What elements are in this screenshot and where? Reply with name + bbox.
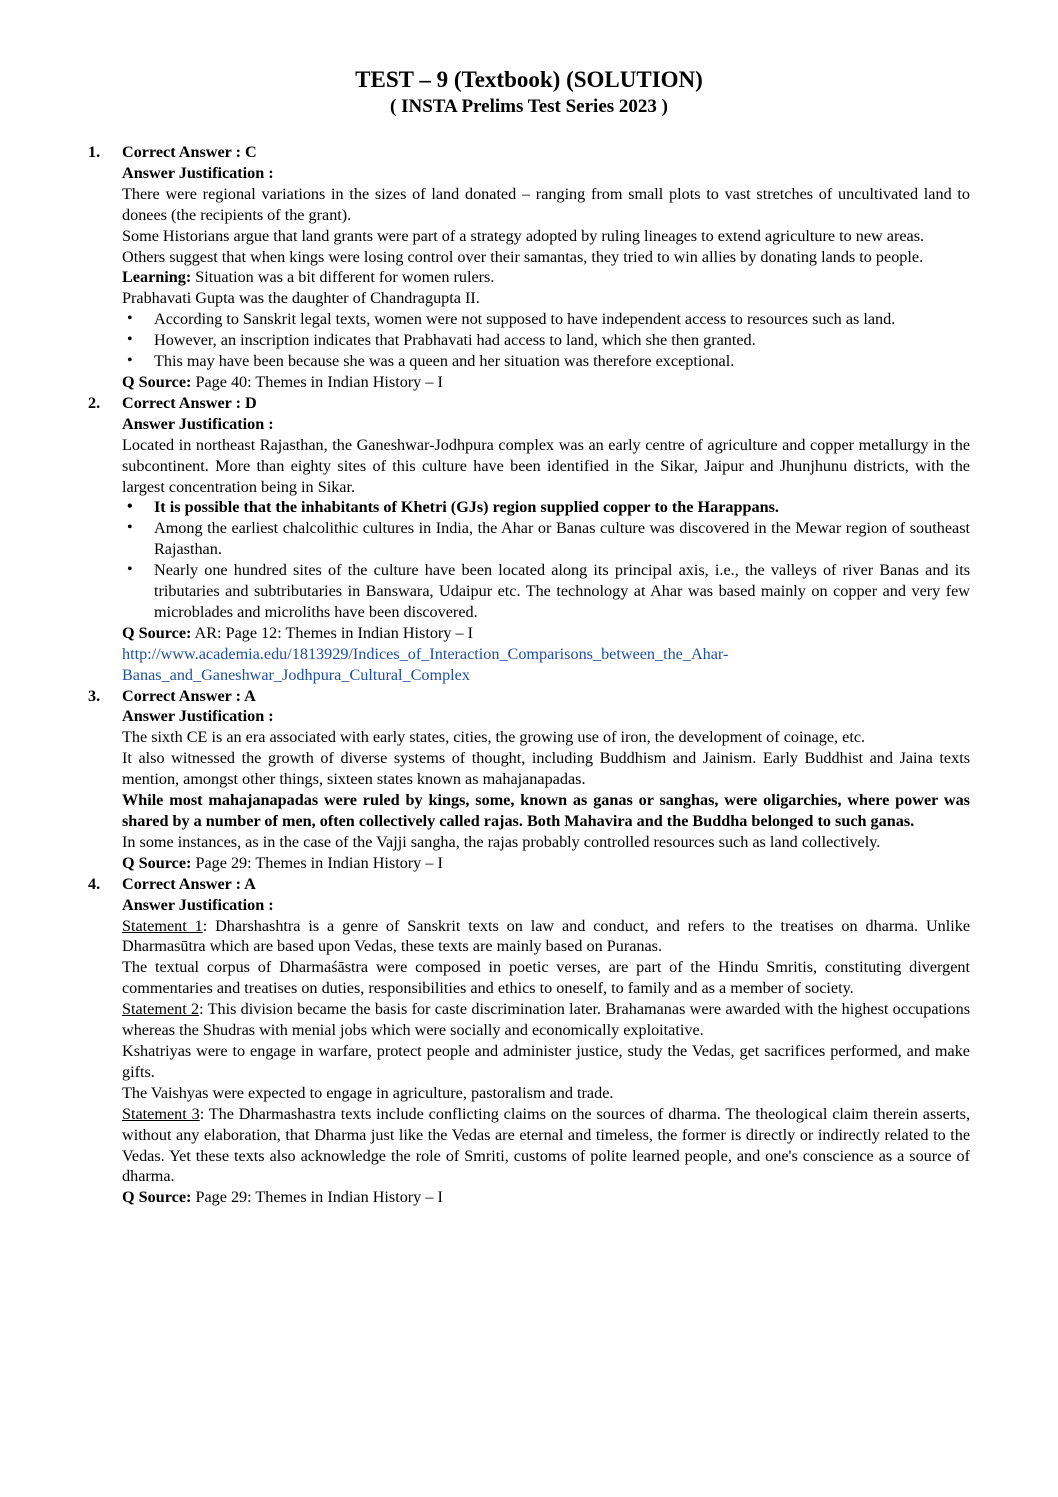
bullet-item: • However, an inscription indicates that Prabhavati had access to land, which she then granted. [122, 330, 970, 351]
source-text: Page 40: Themes in Indian History – I [191, 372, 443, 391]
statement-text: : This division became the basis for caste discrimination later. Brahamanas were awarded with the highest occupations whereas the Shudras with menial jobs which were socially and economically exploitative. [122, 1000, 970, 1040]
paragraph: The textual corpus of Dharmaśāstra were composed in poetic verses, are part of the Hindu Smritis, constituting divergent commentaries and treatises on duties, responsibilities and ethics to oneself, to family and as a member of society. [122, 958, 970, 998]
paragraph: Kshatriyas were to engage in warfare, protect people and administer justice, study the Vedas, get sacrifices performed, and make gifts. [122, 1041, 970, 1081]
bullet-list [122, 309, 970, 372]
paragraph: The Vaishyas were expected to engage in agriculture, pastoralism and trade. [122, 1083, 614, 1102]
learning-note [122, 267, 970, 288]
reference-link[interactable] [122, 644, 970, 686]
question-1 [88, 142, 970, 393]
question-3 [88, 686, 970, 874]
paragraph: In some instances, as in the case of the Vajji sangha, the rajas probably controlled resources such as land collectively. [122, 832, 881, 851]
statement-label: Statement 3 [122, 1104, 200, 1123]
source-text: Page 29: Themes in Indian History – I [191, 1188, 443, 1207]
page-subtitle: ( INSTA Prelims Test Series 2023 ) [390, 96, 668, 117]
question-number: 3. [88, 686, 101, 705]
justification-heading: Answer Justification : [122, 414, 274, 433]
statement-1 [122, 916, 970, 958]
question-source [122, 853, 970, 874]
source-label: Q Source: [122, 623, 192, 642]
source-text: Page 29: Themes in Indian History – I [191, 853, 443, 872]
source-label: Q Source: [122, 372, 192, 391]
reference-link-line-1[interactable]: http://www.academia.edu/1813929/Indices_of_Interaction_Comparisons_between_the_Ahar- [122, 644, 729, 663]
statement-label: Statement 2 [122, 1000, 200, 1019]
paragraph: Located in northeast Rajasthan, the Ganeshwar-Jodhpura complex was an early centre of agriculture and copper metallurgy in the subcontinent. More than eighty sites of this culture have been identified in the Sikar, Jaipur and Jhunjhunu districts, with the largest concentration being in Sikar. [122, 435, 970, 496]
statement-text: : The Dharmashastra texts include conflicting claims on the sources of dharma. The theological claim therein asserts, without any elaboration, that Dharma just like the Vedas are eternal and timeless, the former is directly or indirectly related to the Vedas. Yet these texts also acknowledge the role of Smriti, customs of polite learned people, and one's conscience as a source of dharma. [122, 1104, 971, 1186]
correct-answer: Correct Answer : A [122, 686, 256, 705]
learning-label: Learning: [122, 268, 192, 287]
paragraph-bold: While most mahajanapadas were ruled by kings, some, known as ganas or sanghas, were oligarchies, where power was shared by a number of men, often collectively called rajas. Both Mahavira and the Buddha belonged to such ganas. [122, 791, 970, 830]
bullet-item: • This may have been because she was a queen and her situation was therefore exceptional. [122, 351, 970, 372]
learning-text: Situation was a bit different for women rulers. [191, 268, 495, 287]
bullet-item: • It is possible that the inhabitants of Khetri (GJs) region supplied copper to the Harappans. [122, 497, 970, 518]
statement-label: Statement 1 [122, 916, 203, 935]
source-label: Q Source: [122, 1188, 192, 1207]
question-number: 4. [88, 874, 101, 893]
correct-answer: Correct Answer : A [122, 874, 256, 893]
source-text: AR: Page 12: Themes in Indian History – I [191, 623, 473, 642]
reference-link-line-2[interactable]: Banas_and_Ganeshwar_Jodhpura_Cultural_Complex [122, 665, 470, 684]
justification-heading: Answer Justification : [122, 163, 274, 182]
bullet-item: • Among the earliest chalcolithic cultures in India, the Ahar or Banas culture was discovered in the Mewar region of southeast Rajasthan. [122, 518, 970, 560]
bullet-item: • According to Sanskrit legal texts, women were not supposed to have independent access to resources such as land. [122, 309, 970, 330]
paragraph: The sixth CE is an era associated with early states, cities, the growing use of iron, the development of coinage, etc. [122, 728, 866, 747]
justification-heading: Answer Justification : [122, 895, 274, 914]
source-label: Q Source: [122, 853, 192, 872]
bullet-list [122, 497, 970, 622]
statement-3 [122, 1104, 970, 1188]
paragraph: There were regional variations in the sizes of land donated – ranging from small plots to vast stretches of uncultivated land to donees (the recipients of the grant). [122, 184, 970, 224]
bullet-item: • Nearly one hundred sites of the culture have been located along its principal axis, i.e., the valleys of river Banas and its tributaries and subtributaries in Banswara, Udaipur etc. The technology at Ahar was based mainly on copper and very few microblades and microliths have been discovered. [122, 560, 970, 623]
correct-answer: Correct Answer : C [122, 143, 257, 161]
paragraph: It also witnessed the growth of diverse systems of thought, including Buddhism and Jainism. Early Buddhist and Jaina texts mention, amongst other things, sixteen states known as mahajanapadas. [122, 749, 970, 789]
justification-heading: Answer Justification : [122, 707, 274, 726]
question-2 [88, 393, 970, 686]
paragraph: Prabhavati Gupta was the daughter of Chandragupta II. [122, 289, 480, 308]
paragraph: Others suggest that when kings were losing control over their samantas, they tried to win allies by donating lands to people. [122, 247, 924, 266]
page-title: TEST – 9 (Textbook) (SOLUTION) [355, 67, 703, 92]
statement-text: : Dharshashtra is a genre of Sanskrit texts on law and conduct, and refers to the treatises on dharma. Unlike Dharmasūtra which are based upon Vedas, these texts are mainly based on Puranas. [122, 916, 971, 956]
question-source [122, 1187, 970, 1208]
question-source [122, 623, 970, 644]
statement-2 [122, 999, 970, 1041]
question-number: 2. [88, 393, 101, 412]
paragraph: Some Historians argue that land grants were part of a strategy adopted by ruling lineages to extend agriculture to new areas. [122, 226, 925, 245]
question-4 [88, 874, 970, 1209]
correct-answer: Correct Answer : D [122, 393, 257, 412]
question-number: 1. [88, 143, 101, 161]
question-source [122, 372, 970, 393]
